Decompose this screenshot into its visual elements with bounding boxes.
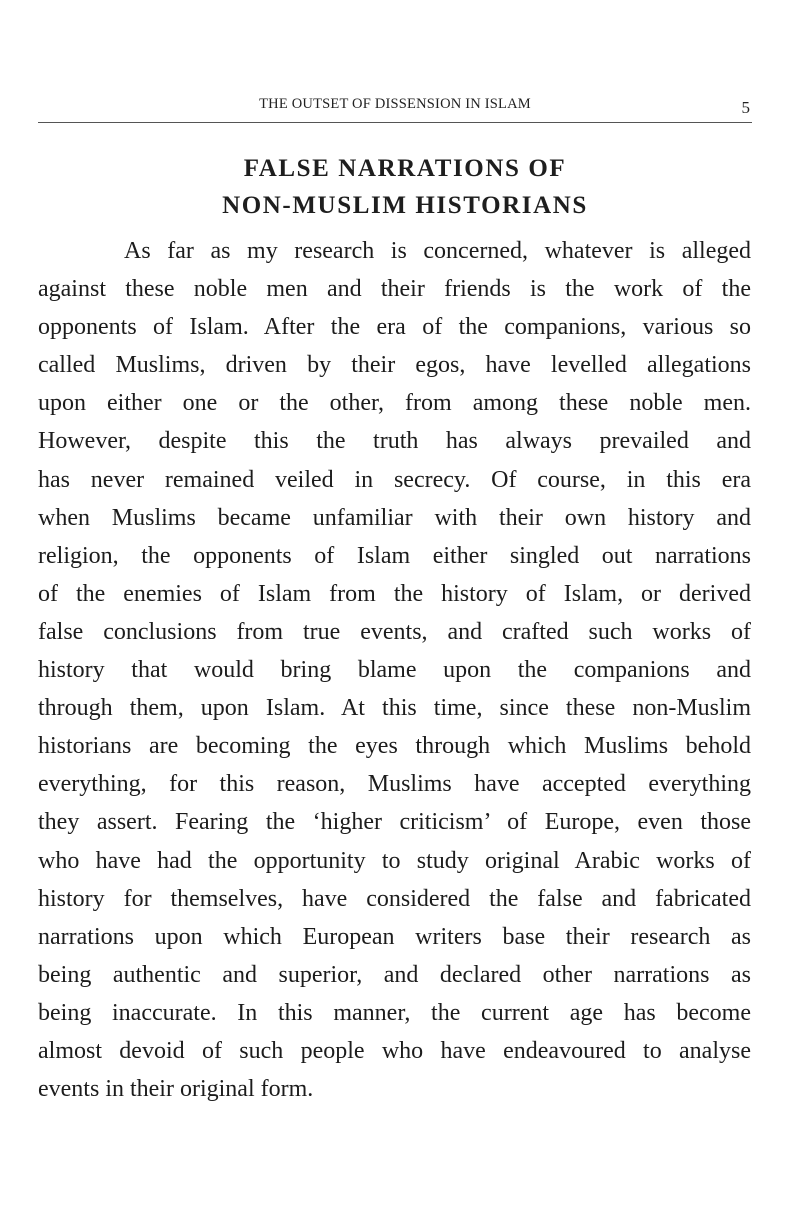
text-line: opponents of Islam. After the era of the companions, various so [38,314,751,341]
text-line: almost devoid of such people who have endeavoured to analyse [38,1037,751,1064]
text-line: As far as my research is concerned, whatever is alleged [124,238,751,264]
text-line: through them, upon Islam. At this time, since these non-Muslim [38,695,751,722]
running-header [38,92,752,123]
running-title: THE OUTSET OF DISSENSION IN ISLAM [259,96,531,112]
text-line: being authentic and superior, and declared other narrations as [38,961,751,988]
text-line: against these noble men and their friends is the work of the [38,276,751,303]
text-line: false conclusions from true events, and crafted such works of [38,618,751,645]
text-line: historians are becoming the eyes through which Muslims behold [38,733,751,760]
text-line: called Muslims, driven by their egos, have levelled allegations [38,352,751,379]
text-line: events in their original form. [38,1076,314,1103]
text-line: history for themselves, have considered the false and fabricated [38,885,751,912]
text-line: religion, the opponents of Islam either singled out narrations [38,542,751,569]
text-line: being inaccurate. In this manner, the current age has become [38,999,751,1026]
chapter-heading-line-2: NON-MUSLIM HISTORIANS [222,192,588,219]
text-line: they assert. Fearing the ‘higher criticism’ of Europe, even those [38,809,751,836]
chapter-heading [0,150,810,224]
text-line: history that would bring blame upon the companions and [38,657,751,684]
body-paragraph [38,232,751,1108]
text-line: when Muslims became unfamiliar with their own history and [38,504,751,531]
text-line: upon either one or the other, from among these noble men. [38,390,751,417]
text-line: everything, for this reason, Muslims have accepted everything [38,771,751,798]
text-line: However, despite this the truth has always prevailed and [38,428,751,455]
text-line: who have had the opportunity to study original Arabic works of [38,847,751,874]
chapter-heading-line-1: FALSE NARRATIONS OF [243,155,567,182]
text-line: of the enemies of Islam from the history of Islam, or derived [38,580,751,607]
page-number: 5 [741,98,750,117]
text-line: narrations upon which European writers base their research as [38,923,751,950]
text-line: has never remained veiled in secrecy. Of course, in this era [38,466,751,493]
